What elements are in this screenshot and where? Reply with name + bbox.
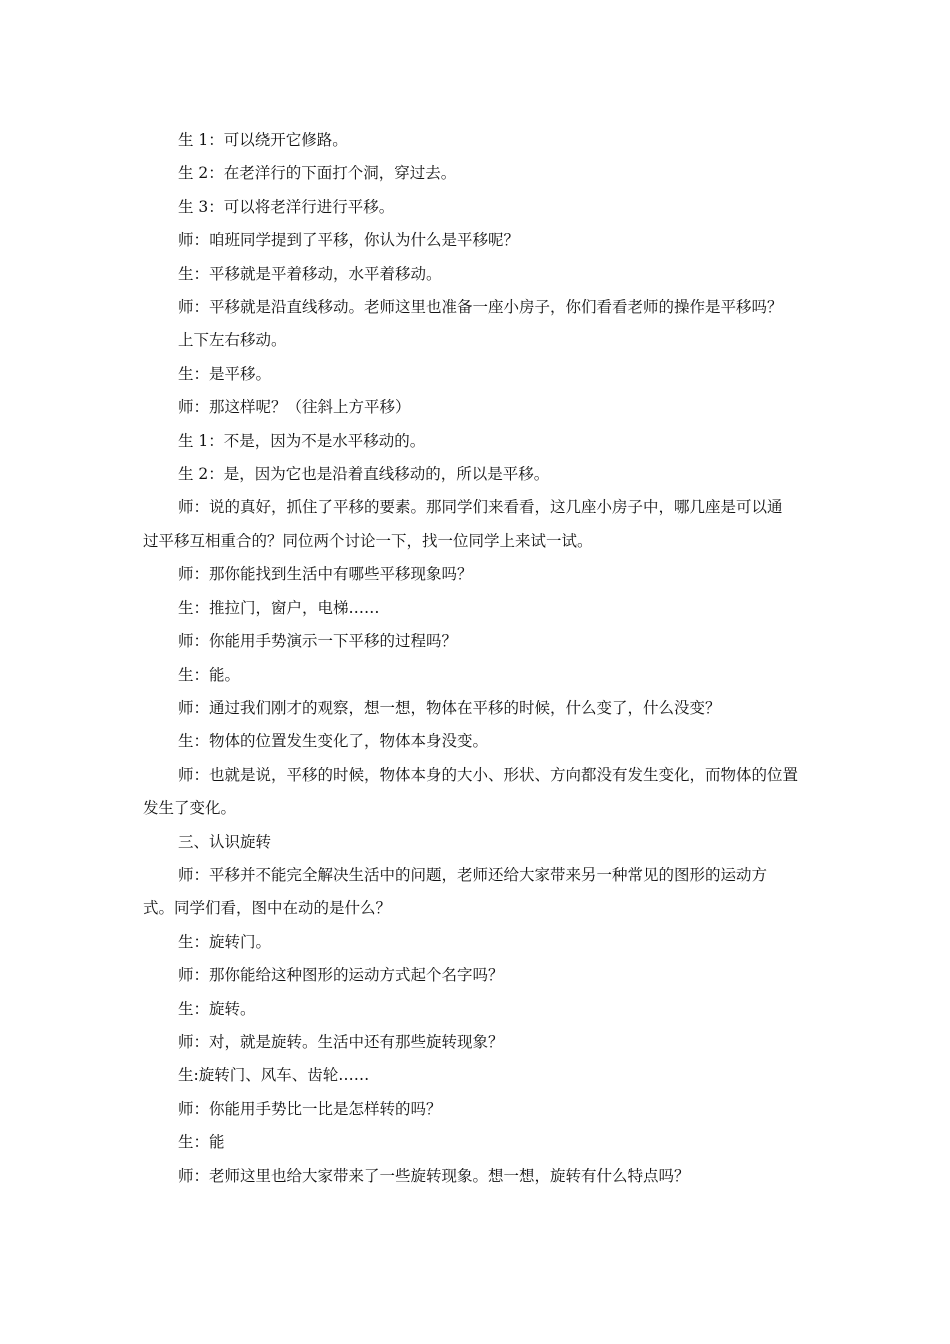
paragraph <box>143 1160 811 1193</box>
paragraph <box>143 725 811 758</box>
paragraph-line: 师：咱班同学提到了平移，你认为什么是平移呢？ <box>178 231 520 250</box>
paragraph <box>143 224 811 257</box>
paragraph <box>143 1126 811 1159</box>
paragraph <box>143 391 811 424</box>
paragraph <box>143 358 811 391</box>
paragraph-continuation-line: 发生了变化。 <box>143 799 237 818</box>
paragraph-line: 师：通过我们刚才的观察，想一想，物体在平移的时候，什么变了，什么没变？ <box>178 698 721 717</box>
paragraph <box>143 1093 811 1126</box>
paragraph-line: 生:旋转门、风车、齿轮…… <box>178 1066 370 1085</box>
paragraph-line: 师：老师这里也给大家带来了一些旋转现象。想一想，旋转有什么特点吗？ <box>178 1166 690 1185</box>
paragraph-line: 生 2：是，因为它也是沿着直线移动的，所以是平移。 <box>178 465 550 484</box>
paragraph-line: 师：那你能给这种图形的运动方式起个名字吗？ <box>178 966 504 985</box>
paragraph-line: 生：平移就是平着移动，水平着移动。 <box>178 264 442 283</box>
paragraph-line: 师：那这样呢？（往斜上方平移） <box>178 398 411 417</box>
paragraph <box>143 692 811 725</box>
paragraph-line: 师：你能用手势比一比是怎样转的吗？ <box>178 1099 442 1118</box>
paragraph-line: 师：那你能找到生活中有哪些平移现象吗？ <box>178 565 473 584</box>
paragraph-line: 生：推拉门，窗户，电梯…… <box>178 598 380 617</box>
paragraph <box>143 926 811 959</box>
paragraph-line: 生 2：在老洋行的下面打个洞，穿过去。 <box>178 164 457 183</box>
paragraph <box>143 659 811 692</box>
paragraph-line: 生 1：不是，因为不是水平移动的。 <box>178 431 426 450</box>
paragraph-line: 生：能 <box>178 1133 225 1152</box>
paragraph-line: 生：是平移。 <box>178 364 272 383</box>
paragraph-line: 师：说的真好，抓住了平移的要素。那同学们来看看，这几座小房子中，哪几座是可以通 <box>178 498 783 517</box>
paragraph-line: 生：旋转。 <box>178 999 256 1018</box>
paragraph-line: 师：对，就是旋转。生活中还有那些旋转现象？ <box>178 1032 504 1051</box>
paragraph-line: 生：能。 <box>178 665 241 684</box>
paragraph-line: 师：平移就是沿直线移动。老师这里也准备一座小房子，你们看看老师的操作是平移吗？ <box>178 298 783 317</box>
paragraph-line: 师：平移并不能完全解决生活中的问题，老师还给大家带来另一种常见的图形的运动方 <box>178 865 768 884</box>
paragraph-line: 师：你能用手势演示一下平移的过程吗？ <box>178 632 458 651</box>
paragraph-line: 三、认识旋转 <box>178 832 272 851</box>
paragraph-line: 生：物体的位置发生变化了，物体本身没变。 <box>178 732 489 751</box>
paragraph-continuation-line: 式。同学们看，图中在动的是什么？ <box>143 899 392 918</box>
paragraph <box>143 258 811 291</box>
paragraph <box>143 458 811 491</box>
paragraph-line: 师：也就是说，平移的时候，物体本身的大小、形状、方向都没有发生变化，而物体的位置 <box>178 765 799 784</box>
paragraph <box>143 157 811 190</box>
paragraph <box>143 592 811 625</box>
paragraph-continuation-line: 过平移互相重合的？同位两个讨论一下，找一位同学上来试一试。 <box>143 531 593 550</box>
paragraph <box>143 324 811 357</box>
paragraph <box>143 1059 811 1092</box>
paragraph <box>143 959 811 992</box>
paragraph <box>143 993 811 1026</box>
paragraph-line: 生 3：可以将老洋行进行平移。 <box>178 197 395 216</box>
document-body <box>143 124 811 1193</box>
paragraph <box>143 1026 811 1059</box>
paragraph <box>143 191 811 224</box>
paragraph <box>143 859 811 926</box>
paragraph <box>143 558 811 591</box>
paragraph <box>143 491 811 558</box>
paragraph-line: 生：旋转门。 <box>178 932 272 951</box>
paragraph-line: 生 1：可以绕开它修路。 <box>178 131 348 149</box>
paragraph <box>143 759 811 826</box>
paragraph <box>143 124 811 157</box>
paragraph <box>143 625 811 658</box>
paragraph <box>143 291 811 324</box>
paragraph <box>143 826 811 859</box>
paragraph-line: 上下左右移动。 <box>178 331 287 350</box>
paragraph <box>143 425 811 458</box>
